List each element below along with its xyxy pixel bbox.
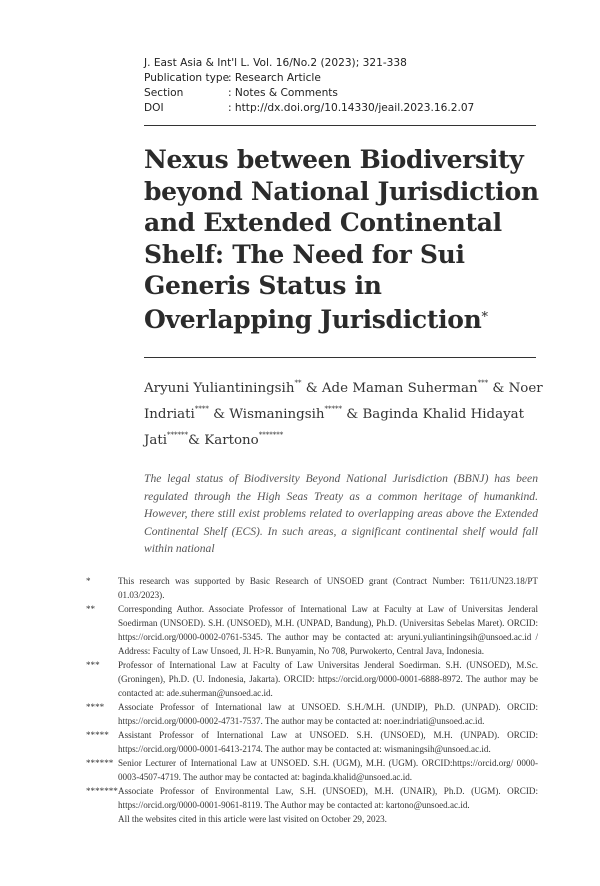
publication-type-value: : Research Article <box>228 72 321 84</box>
author-name: Aryuni Yuliantiningsih <box>144 381 295 396</box>
author-separator: & <box>208 407 230 422</box>
publication-type-label: Publication type <box>144 72 230 84</box>
abstract-text: The legal status of Biodiversity Beyond National Jurisdiction (BBNJ) has been regulated through the High Seas Treaty as a common heritage of humankind. However, there still exist problems related to overlapping areas above the Extended Continental Shelf (ECS). In such areas, a significant continental shelf would fall within national <box>144 472 538 556</box>
section-label: Section <box>144 87 184 99</box>
author-footnote-marker[interactable]: ****** <box>167 431 189 439</box>
footnote-text: Professor of International Law at Faculty of Law Universitas Jenderal Soedirman. S.H. (UNSOED), M.Sc. (Groningen), Ph.D. (U. Indonesia, Jakarta). ORCID: https://orcid.org/0000-0001-6888-8972. The author may be contacted at: ade.suherman@unsoed.ac.id. <box>118 660 538 698</box>
footnote-text: Associate Professor of International law at UNSOED. S.H./M.H. (UNDIP), Ph.D. (UNPAD). ORCID: https://orcid.org/0000-0002-4731-7537. The author may be contacted at: noer.indriati@unsoed.ac.id. <box>118 702 538 726</box>
footnote-text: This research was supported by Basic Research of UNSOED grant (Contract Number: T611/UN23.18/PT 01.03/2023). <box>118 576 538 600</box>
footnote <box>86 728 538 756</box>
footnote <box>86 602 538 658</box>
footnote-marker: ***** <box>86 730 109 740</box>
footnote-text: Senior Lecturer of International Law at UNSOED. S.H. (UGM), M.H. (UGM). ORCID:https://orcid.org/ 0000-0003-4507-4719. The author may be contacted at: baginda.khalid@unsoed.ac.id. <box>118 758 538 782</box>
footnote <box>86 658 538 700</box>
doi-label: DOI <box>144 102 164 114</box>
footnote-text: Corresponding Author. Associate Professor of International Law at Faculty at Law of Universitas Jenderal Soedirman (UNSOED). S.H. (UNSOED), M.H. (UNPAD, Bandung), Ph.D. (Universitas Sebelas Maret). ORCID: https://orcid.org/0000-0002-0761-5345. The author may be contacted at: aryuni.yuliantiningsih@unsoed.ac.id / Address: Faculty of Law Unsoed, Jl. H>R. Bunyamin, No 708, Purwokerto, Central Java, Indonesia. <box>118 604 538 656</box>
author-separator: & <box>188 433 205 448</box>
article-title-text: Nexus between Biodiversity beyond National Jurisdiction and Extended Continental Shelf: The Need for Sui Generis Status in Overlapping Jurisdiction <box>144 145 539 334</box>
footnote-marker: ******* <box>86 786 118 796</box>
footnote <box>86 574 538 602</box>
top-divider <box>144 125 536 126</box>
doi-row <box>144 101 474 116</box>
title-divider <box>144 357 536 358</box>
footnote-marker: ****** <box>86 758 114 768</box>
journal-citation: J. East Asia & Int'l L. Vol. 16/No.2 (2023); 321-338 <box>144 57 407 69</box>
footnote <box>86 756 538 784</box>
footnote <box>86 700 538 728</box>
author-list <box>144 373 544 451</box>
author-name: Ade Maman Suherman <box>321 381 478 396</box>
doi-link[interactable]: : http://dx.doi.org/10.14330/jeail.2023.16.2.07 <box>228 102 475 114</box>
footnote-text: Assistant Professor of International Law at UNSOED. S.H. (UNSOED), M.H. (UNPAD). ORCID: https://orcid.org/0000-0001-6413-2174. The author may be contacted at: wismaningsih@unsoed.ac.id. <box>118 730 538 754</box>
websites-note: All the websites cited in this article were last visited on October 29, 2023. <box>118 814 387 824</box>
section-row <box>144 86 474 101</box>
footnote-marker: * <box>86 576 91 586</box>
article-title <box>144 144 544 335</box>
author-footnote-marker[interactable]: ** <box>294 379 302 387</box>
footnote-marker: **** <box>86 702 105 712</box>
author-footnote-marker[interactable]: **** <box>194 405 209 413</box>
section-value: : Notes & Comments <box>228 87 338 99</box>
author-footnote-marker[interactable]: *** <box>477 379 489 387</box>
author-name: Kartono <box>204 433 259 448</box>
footnote-marker: ** <box>86 604 96 614</box>
author-separator: & <box>488 381 509 396</box>
publication-type-row <box>144 71 474 86</box>
title-footnote-marker[interactable]: * <box>481 309 488 325</box>
footnotes <box>86 574 538 826</box>
author-name: Wismaningsih <box>229 407 325 422</box>
footnote <box>86 784 538 812</box>
author-name: Noer Indriati <box>144 381 543 422</box>
author-footnote-marker[interactable]: ***** <box>324 405 343 413</box>
author-footnote-marker[interactable]: ******* <box>258 431 284 439</box>
article-metadata <box>144 56 474 116</box>
footnote-text: Associate Professor of Environmental Law, S.H. (UNSOED), M.H. (UNAIR), Ph.D. (UGM). ORCID: https://orcid.org/0000-0001-9061-8119. The Author may be contacted at: kartono@unsoed.ac.id. <box>118 786 538 810</box>
footnote-marker: *** <box>86 660 100 670</box>
author-separator: & <box>342 407 363 422</box>
author-separator: & <box>301 381 322 396</box>
author-name: Baginda Khalid Hidayat Jati <box>144 407 525 448</box>
